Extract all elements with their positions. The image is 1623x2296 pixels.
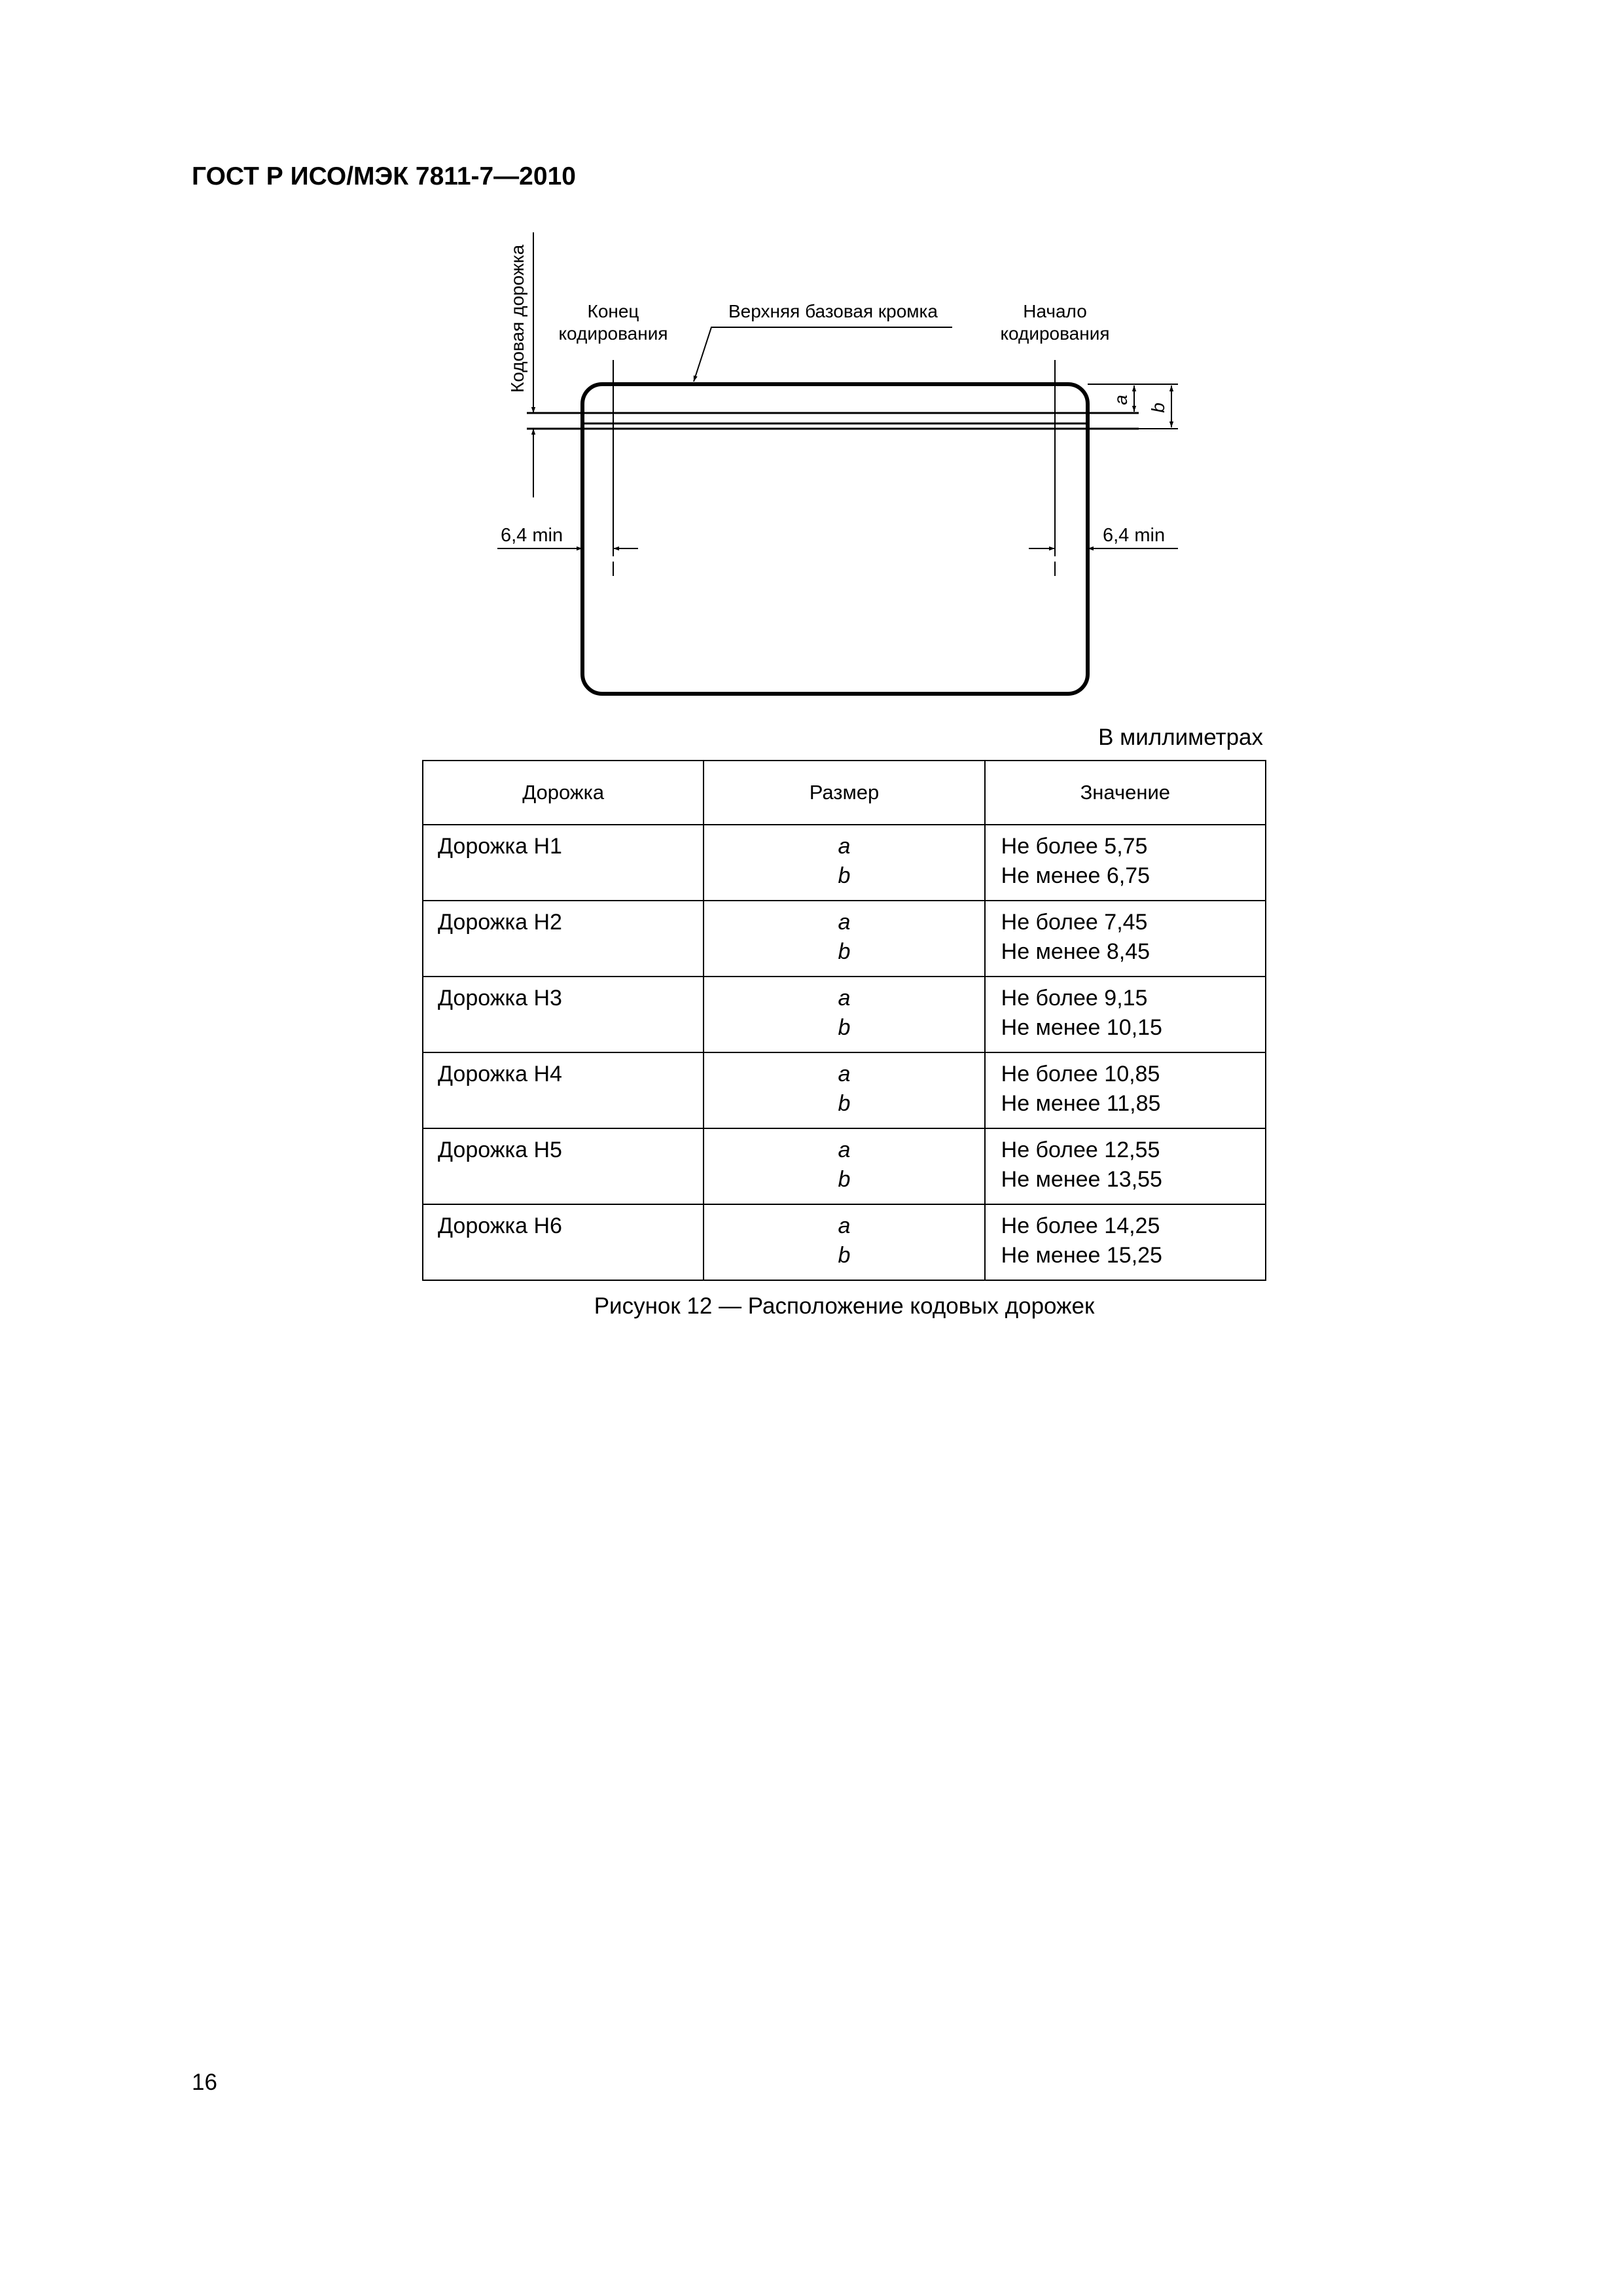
table-row — [423, 1128, 1266, 1204]
dimension-a-label: a — [1111, 395, 1131, 405]
track-cell: Дорожка H1 — [423, 825, 704, 901]
table-header-row — [423, 761, 1266, 825]
table-row — [423, 1204, 1266, 1280]
value-b: Не менее 13,55 — [1001, 1167, 1162, 1192]
track-cell: Дорожка H5 — [423, 1128, 704, 1204]
dimension-b: b — [838, 939, 851, 964]
min-left-label: 6,4 min — [501, 525, 563, 546]
value-b: Не менее 8,45 — [1001, 939, 1150, 964]
value-cell — [985, 825, 1266, 901]
end-of-encoding-label-1: Конец — [587, 301, 639, 321]
start-of-encoding-label-2: кодирования — [1000, 323, 1110, 344]
dimension-b: b — [838, 863, 851, 888]
track-cell: Дорожка H4 — [423, 1052, 704, 1128]
card-outline — [582, 384, 1088, 694]
column-header-track: Дорожка — [423, 761, 704, 825]
start-of-encoding-label-1: Начало — [1023, 301, 1087, 321]
dimension-b-label: b — [1148, 403, 1168, 413]
dimension-cell — [704, 1204, 984, 1280]
figure-caption: Рисунок 12 — Расположение кодовых дорожек — [594, 1293, 1095, 1319]
dimension-cell — [704, 901, 984, 977]
dimension-a: a — [838, 834, 851, 859]
value-a: Не более 5,75 — [1001, 834, 1148, 859]
value-b: Не менее 11,85 — [1001, 1091, 1161, 1116]
column-header-value: Значение — [985, 761, 1266, 825]
min-right-label: 6,4 min — [1103, 525, 1166, 546]
upper-reference-edge-label: Верхняя базовая кромка — [728, 301, 938, 321]
dimension-cell — [704, 1052, 984, 1128]
value-cell — [985, 1128, 1266, 1204]
value-b: Не менее 10,15 — [1001, 1015, 1162, 1040]
track-cell: Дорожка H2 — [423, 901, 704, 977]
end-of-encoding-label-2: кодирования — [558, 323, 668, 344]
value-b: Не менее 15,25 — [1001, 1243, 1162, 1268]
units-note: В миллиметрах — [1098, 725, 1263, 750]
value-cell — [985, 1052, 1266, 1128]
column-header-dimension: Размер — [704, 761, 984, 825]
card-track-diagram — [0, 0, 1623, 720]
dimension-a: a — [838, 986, 851, 1011]
dimension-cell — [704, 825, 984, 901]
dimension-cell — [704, 1128, 984, 1204]
track-cell: Дорожка H3 — [423, 977, 704, 1052]
value-cell — [985, 1204, 1266, 1280]
track-dimensions-table — [422, 760, 1266, 1281]
table-row — [423, 1052, 1266, 1128]
track-cell: Дорожка H6 — [423, 1204, 704, 1280]
value-a: Не более 7,45 — [1001, 910, 1148, 935]
table-row — [423, 977, 1266, 1052]
dimension-b: b — [838, 1015, 851, 1040]
dimension-a: a — [838, 1213, 851, 1238]
value-cell — [985, 977, 1266, 1052]
value-a: Не более 9,15 — [1001, 986, 1148, 1011]
dimension-a: a — [838, 1138, 851, 1162]
table-row — [423, 901, 1266, 977]
value-a: Не более 12,55 — [1001, 1138, 1160, 1162]
value-b: Не менее 6,75 — [1001, 863, 1150, 888]
code-track-label: Кодовая дорожка — [507, 244, 527, 393]
value-a: Не более 14,25 — [1001, 1213, 1160, 1238]
value-a: Не более 10,85 — [1001, 1062, 1160, 1086]
dimension-a: a — [838, 910, 851, 935]
dimension-b: b — [838, 1243, 851, 1268]
document-code-header: ГОСТ Р ИСО/МЭК 7811-7—2010 — [192, 162, 576, 190]
dimension-a: a — [838, 1062, 851, 1086]
value-cell — [985, 901, 1266, 977]
page-number: 16 — [192, 2070, 217, 2095]
dimension-b: b — [838, 1091, 851, 1116]
table-row — [423, 825, 1266, 901]
reference-edge-leader — [694, 327, 952, 382]
dimension-cell — [704, 977, 984, 1052]
dimension-b: b — [838, 1167, 851, 1192]
